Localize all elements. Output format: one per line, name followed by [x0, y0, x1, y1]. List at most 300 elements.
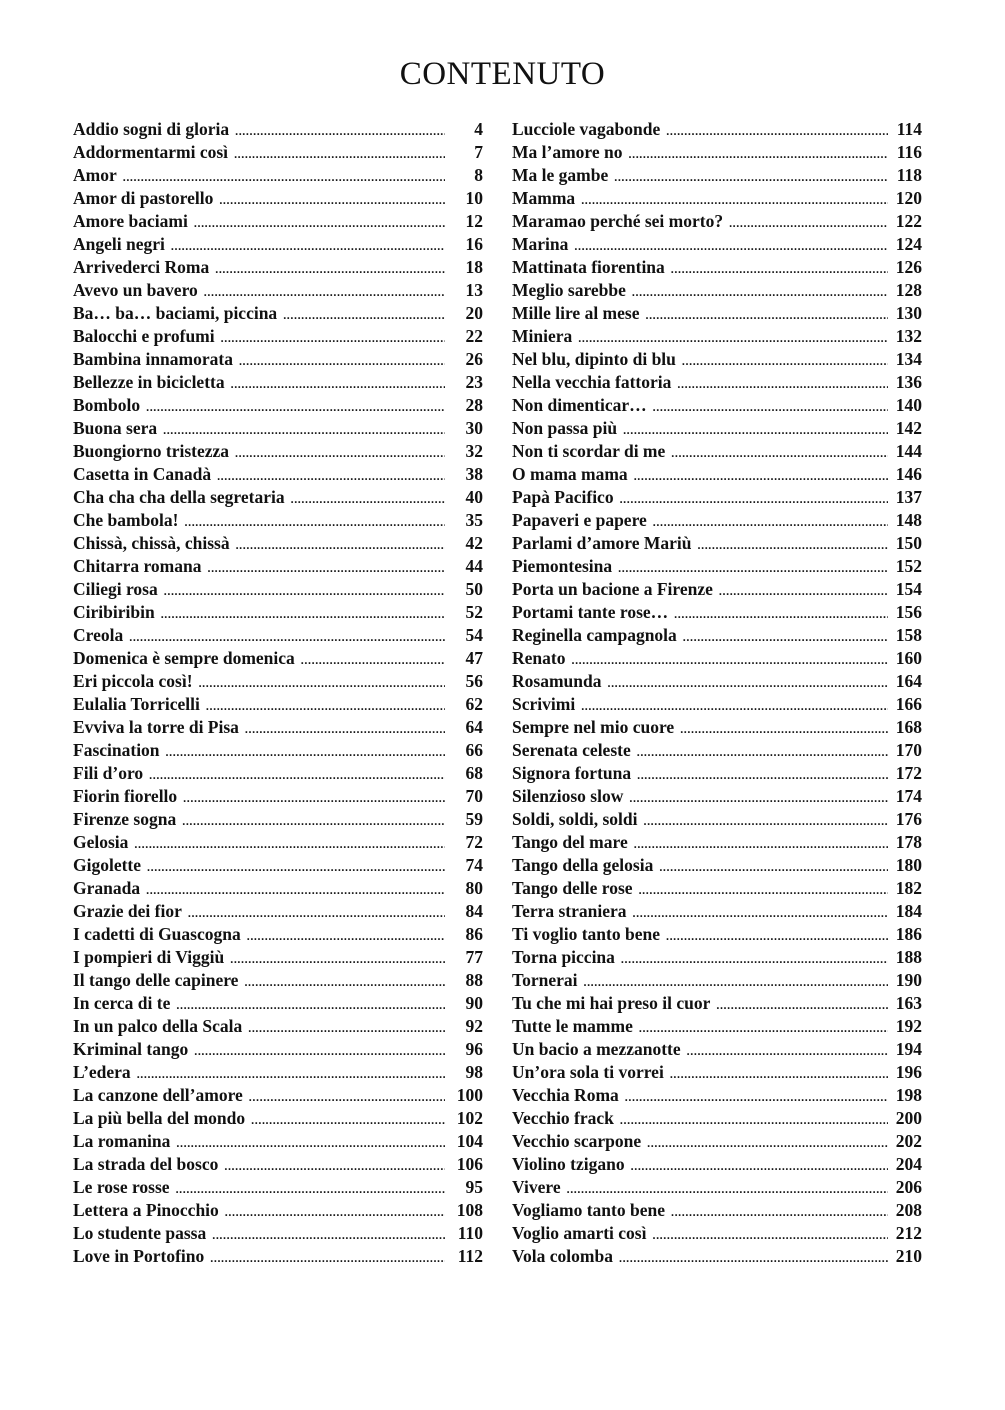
entry-page-number: 54 [465, 625, 483, 645]
toc-entry [512, 740, 922, 763]
entry-title: Mattinata fiorentina [512, 257, 665, 277]
toc-entry [73, 280, 483, 303]
toc-entry [73, 947, 483, 970]
toc-entry [512, 970, 922, 993]
entry-page-number: 72 [465, 832, 483, 852]
dot-leader [251, 1113, 445, 1128]
entry-title: I pompieri di Viggiù [73, 947, 225, 967]
dot-leader [234, 147, 445, 162]
entry-page-number: 128 [895, 280, 922, 300]
entry-title: Angeli negri [73, 234, 165, 254]
entry-title: In un palco della Scala [73, 1016, 243, 1036]
toc-entry [512, 648, 922, 671]
entry-page-number: 137 [895, 487, 922, 507]
entry-page-number: 154 [895, 579, 922, 599]
toc-entry [512, 1177, 922, 1200]
toc-entry [73, 303, 483, 326]
dot-leader [666, 929, 888, 944]
toc-entry [73, 418, 483, 441]
entry-title: La strada del bosco [73, 1154, 219, 1174]
toc-entry [73, 533, 483, 556]
page-title: CONTENUTO [399, 56, 606, 92]
entry-title: Reginella campagnola [512, 625, 677, 645]
dot-leader [248, 1021, 445, 1036]
toc-entry [73, 786, 483, 809]
entry-title: Vecchia Roma [512, 1085, 619, 1105]
toc-entry [512, 947, 922, 970]
toc-entry [73, 832, 483, 855]
toc-entry [73, 372, 483, 395]
toc-entry [512, 188, 922, 211]
entry-title: Buona sera [73, 418, 158, 438]
entry-page-number: 126 [895, 257, 922, 277]
entry-page-number: 152 [895, 556, 922, 576]
entry-title: Terra straniera [512, 901, 627, 921]
entry-page-number: 166 [895, 694, 922, 714]
dot-leader [176, 1182, 445, 1197]
entry-title: Non passa più [512, 418, 618, 438]
dot-leader [137, 1067, 445, 1082]
entry-title: Scrivimi [512, 694, 576, 714]
entry-title: Bombolo [73, 395, 141, 415]
entry-page-number: 108 [456, 1200, 483, 1220]
entry-page-number: 90 [465, 993, 483, 1013]
entry-page-number: 10 [465, 188, 483, 208]
toc-entry [73, 1131, 483, 1154]
toc-entry [73, 1177, 483, 1200]
toc-entry [73, 119, 483, 142]
entry-page-number: 168 [895, 717, 922, 737]
toc-entry [73, 1154, 483, 1177]
entry-page-number: 56 [465, 671, 483, 691]
entry-page-number: 106 [456, 1154, 483, 1174]
dot-leader [163, 423, 445, 438]
entry-title: Ti voglio tanto bene [512, 924, 660, 944]
toc-entry [73, 1016, 483, 1039]
entry-title: Nella vecchia fattoria [512, 372, 672, 392]
dot-leader [210, 1251, 445, 1266]
entry-title: Kriminal tango [73, 1039, 189, 1059]
toc-entry [73, 855, 483, 878]
entry-title: Portami tante rose… [512, 602, 669, 622]
dot-leader [623, 423, 888, 438]
toc-entry [512, 464, 922, 487]
toc-entry [512, 165, 922, 188]
entry-page-number: 88 [465, 970, 483, 990]
entry-title: Mille lire al mese [512, 303, 640, 323]
dot-leader [230, 952, 445, 967]
entry-page-number: 120 [895, 188, 922, 208]
entry-page-number: 30 [465, 418, 483, 438]
entry-page-number: 77 [465, 947, 483, 967]
entry-title: I cadetti di Guascogna [73, 924, 241, 944]
toc-entry [512, 832, 922, 855]
dot-leader [225, 1205, 445, 1220]
entry-title: Tango della gelosia [512, 855, 654, 875]
toc-entry [512, 142, 922, 165]
entry-page-number: 130 [895, 303, 922, 323]
entry-page-number: 44 [465, 556, 483, 576]
entry-title: Ciribiribin [73, 602, 155, 622]
dot-leader [666, 124, 888, 139]
entry-title: Il tango delle capinere [73, 970, 239, 990]
toc-entry [512, 717, 922, 740]
toc-entry [73, 924, 483, 947]
dot-leader [182, 814, 445, 829]
entry-page-number: 163 [895, 993, 922, 1013]
dot-leader [677, 377, 888, 392]
dot-leader [247, 929, 445, 944]
dot-leader [212, 1228, 445, 1243]
entry-page-number: 18 [465, 257, 483, 277]
toc-entry [512, 349, 922, 372]
entry-title: Voglio amarti così [512, 1223, 647, 1243]
entry-title: Chitarra romana [73, 556, 202, 576]
toc-entry [512, 694, 922, 717]
entry-title: Renato [512, 648, 566, 668]
toc-entry [512, 556, 922, 579]
dot-leader [716, 998, 888, 1013]
entry-title: Signora fortuna [512, 763, 632, 783]
toc-entry [73, 579, 483, 602]
toc-entry [73, 165, 483, 188]
dot-leader [194, 216, 445, 231]
entry-page-number: 92 [465, 1016, 483, 1036]
entry-title: Buongiorno tristezza [73, 441, 230, 461]
dot-leader [645, 308, 888, 323]
dot-leader [671, 446, 888, 461]
entry-title: Vivere [512, 1177, 561, 1197]
entry-title: La canzone dell’amore [73, 1085, 243, 1105]
entry-title: Tu che mi hai preso il cuor [512, 993, 711, 1013]
dot-leader [629, 147, 889, 162]
entry-page-number: 74 [465, 855, 483, 875]
toc-entry [73, 625, 483, 648]
entry-page-number: 66 [465, 740, 483, 760]
toc-entry [73, 648, 483, 671]
dot-leader [221, 331, 445, 346]
dot-leader [147, 860, 445, 875]
toc-entry [512, 234, 922, 257]
toc-entry [73, 970, 483, 993]
dot-leader [632, 285, 888, 300]
toc-entry [73, 1062, 483, 1085]
entry-page-number: 142 [895, 418, 922, 438]
entry-page-number: 64 [465, 717, 483, 737]
dot-leader [581, 699, 888, 714]
dot-leader [239, 354, 445, 369]
entry-page-number: 112 [457, 1246, 483, 1266]
entry-page-number: 50 [465, 579, 483, 599]
entry-title: Sempre nel mio cuore [512, 717, 675, 737]
entry-title: Le rose rosse [73, 1177, 170, 1197]
entry-title: Arrivederci Roma [73, 257, 210, 277]
entry-title: Tango delle rose [512, 878, 633, 898]
entry-title: Meglio sarebbe [512, 280, 626, 300]
dot-leader [199, 676, 445, 691]
entry-page-number: 32 [465, 441, 483, 461]
entry-title: Avevo un bavero [73, 280, 198, 300]
toc-entry [512, 993, 922, 1016]
entry-page-number: 184 [895, 901, 922, 921]
entry-page-number: 200 [895, 1108, 922, 1128]
toc-entry [512, 924, 922, 947]
entry-page-number: 174 [895, 786, 922, 806]
entry-page-number: 148 [895, 510, 922, 530]
entry-page-number: 35 [465, 510, 483, 530]
entry-page-number: 208 [895, 1200, 922, 1220]
entry-page-number: 118 [896, 165, 922, 185]
entry-title: Rosamunda [512, 671, 602, 691]
toc-entry [73, 740, 483, 763]
entry-title: Tango del mare [512, 832, 628, 852]
entry-title: Non ti scordar di me [512, 441, 666, 461]
dot-leader [682, 354, 888, 369]
dot-leader [217, 469, 445, 484]
toc-entry [73, 211, 483, 234]
toc-entry [512, 1062, 922, 1085]
entry-title: Un’ora sola ti vorrei [512, 1062, 664, 1082]
dot-leader [729, 216, 888, 231]
entry-title: Nel blu, dipinto di blu [512, 349, 676, 369]
entry-page-number: 98 [465, 1062, 483, 1082]
dot-leader [235, 124, 445, 139]
entry-page-number: 47 [465, 648, 483, 668]
entry-title: Creola [73, 625, 124, 645]
entry-title: Amor [73, 165, 117, 185]
entry-title: Papaveri e papere [512, 510, 647, 530]
entry-page-number: 196 [895, 1062, 922, 1082]
dot-leader [207, 561, 445, 576]
toc-entry [73, 763, 483, 786]
entry-page-number: 40 [465, 487, 483, 507]
entry-title: Gelosia [73, 832, 129, 852]
toc-right-column [512, 119, 922, 1269]
dot-leader [219, 193, 445, 208]
dot-leader [614, 170, 888, 185]
toc-entry [512, 395, 922, 418]
toc-entry [512, 257, 922, 280]
entry-title: Granada [73, 878, 141, 898]
entry-title: Vola colomba [512, 1246, 613, 1266]
dot-leader [567, 1182, 888, 1197]
toc-entry [512, 372, 922, 395]
entry-title: Maramao perché sei morto? [512, 211, 724, 231]
dot-leader [176, 998, 445, 1013]
dot-leader [171, 239, 445, 254]
entry-title: Bambina innamorata [73, 349, 233, 369]
dot-leader [653, 515, 888, 530]
entry-page-number: 13 [465, 280, 483, 300]
dot-leader [235, 446, 445, 461]
entry-page-number: 26 [465, 349, 483, 369]
dot-leader [249, 1090, 445, 1105]
entry-title: La romanina [73, 1131, 171, 1151]
toc-entry [512, 533, 922, 556]
entry-page-number: 102 [456, 1108, 483, 1128]
dot-leader [637, 768, 888, 783]
dot-leader [194, 1044, 445, 1059]
dot-leader [301, 653, 445, 668]
entry-title: Ciliegi rosa [73, 579, 158, 599]
entry-title: Serenata celeste [512, 740, 631, 760]
entry-page-number: 164 [895, 671, 922, 691]
entry-page-number: 4 [474, 119, 483, 139]
toc-entry [73, 487, 483, 510]
dot-leader [188, 906, 445, 921]
entry-page-number: 16 [465, 234, 483, 254]
dot-leader [643, 814, 888, 829]
entry-title: Chissà, chissà, chissà [73, 533, 230, 553]
entry-title: Domenica è sempre domenica [73, 648, 295, 668]
dot-leader [123, 170, 445, 185]
toc-entry [73, 1246, 483, 1269]
entry-page-number: 188 [895, 947, 922, 967]
entry-title: Porta un bacione a Firenze [512, 579, 713, 599]
entry-page-number: 172 [895, 763, 922, 783]
entry-page-number: 124 [895, 234, 922, 254]
entry-page-number: 202 [895, 1131, 922, 1151]
dot-leader [659, 860, 888, 875]
dot-leader [185, 515, 446, 530]
entry-title: Vecchio scarpone [512, 1131, 642, 1151]
dot-leader [146, 400, 445, 415]
entry-page-number: 190 [895, 970, 922, 990]
toc-entry [73, 349, 483, 372]
toc-entry [73, 257, 483, 280]
entry-page-number: 52 [465, 602, 483, 622]
toc-entry [512, 418, 922, 441]
entry-page-number: 194 [895, 1039, 922, 1059]
entry-title: Vogliamo tanto bene [512, 1200, 665, 1220]
toc-entry [73, 556, 483, 579]
entry-page-number: 204 [895, 1154, 922, 1174]
entry-title: Ma le gambe [512, 165, 609, 185]
toc-entry [512, 1016, 922, 1039]
entry-page-number: 38 [465, 464, 483, 484]
dot-leader [245, 722, 445, 737]
entry-title: Vecchio frack [512, 1108, 614, 1128]
entry-title: Che bambola! [73, 510, 179, 530]
dot-leader [670, 1067, 888, 1082]
dot-leader [224, 1159, 445, 1174]
entry-title: Piemontesina [512, 556, 613, 576]
entry-title: Firenze sogna [73, 809, 177, 829]
toc-entry [512, 671, 922, 694]
toc-entry [73, 1223, 483, 1246]
dot-leader [652, 1228, 888, 1243]
entry-page-number: 86 [465, 924, 483, 944]
toc-entry [512, 579, 922, 602]
toc-entry [512, 487, 922, 510]
entry-page-number: 192 [895, 1016, 922, 1036]
toc-entry [512, 878, 922, 901]
entry-page-number: 160 [895, 648, 922, 668]
entry-title: Fiorin fiorello [73, 786, 178, 806]
toc-entry [73, 717, 483, 740]
toc-entry [73, 1108, 483, 1131]
entry-page-number: 122 [895, 211, 922, 231]
entry-title: Amore baciami [73, 211, 188, 231]
entry-page-number: 178 [895, 832, 922, 852]
entry-page-number: 96 [465, 1039, 483, 1059]
toc-entry [512, 1223, 922, 1246]
dot-leader [283, 308, 445, 323]
dot-leader [620, 492, 888, 507]
dot-leader [633, 906, 888, 921]
dot-leader [680, 722, 888, 737]
entry-page-number: 150 [895, 533, 922, 553]
toc-entry [512, 119, 922, 142]
entry-title: Papà Pacifico [512, 487, 614, 507]
entry-page-number: 23 [465, 372, 483, 392]
toc-entry [512, 809, 922, 832]
dot-leader [621, 952, 888, 967]
toc-entry [73, 395, 483, 418]
toc-entry [73, 694, 483, 717]
entry-title: La più bella del mondo [73, 1108, 246, 1128]
dot-leader [183, 791, 445, 806]
toc-entry [512, 441, 922, 464]
entry-title: Eulalia Torricelli [73, 694, 200, 714]
toc-entry [512, 1200, 922, 1223]
dot-leader [683, 630, 888, 645]
entry-page-number: 146 [895, 464, 922, 484]
entry-page-number: 132 [895, 326, 922, 346]
entry-title: Lo studente passa [73, 1223, 207, 1243]
entry-page-number: 114 [896, 119, 922, 139]
entry-page-number: 100 [456, 1085, 483, 1105]
toc-entry [512, 1154, 922, 1177]
dot-leader [149, 768, 445, 783]
dot-leader [134, 837, 445, 852]
toc-entry [512, 625, 922, 648]
toc-entry [73, 809, 483, 832]
toc-entry [73, 510, 483, 533]
toc-entry [73, 188, 483, 211]
entry-title: Parlami d’amore Mariù [512, 533, 692, 553]
toc-entry [73, 1200, 483, 1223]
entry-title: Fili d’oro [73, 763, 144, 783]
entry-page-number: 144 [895, 441, 922, 461]
toc-entry [512, 1039, 922, 1062]
entry-page-number: 70 [465, 786, 483, 806]
toc-entry [512, 1085, 922, 1108]
dot-leader [166, 745, 445, 760]
dot-leader [698, 538, 889, 553]
toc-entry [512, 1108, 922, 1131]
entry-page-number: 210 [895, 1246, 922, 1266]
dot-leader [244, 975, 445, 990]
dot-leader [629, 791, 888, 806]
entry-title: Casetta in Canadà [73, 464, 212, 484]
entry-page-number: 22 [465, 326, 483, 346]
entry-title: Un bacio a mezzanotte [512, 1039, 681, 1059]
dot-leader [637, 745, 888, 760]
dot-leader [581, 193, 888, 208]
toc-entry [73, 602, 483, 625]
toc-entry [73, 993, 483, 1016]
dot-leader [164, 584, 445, 599]
toc-entry [512, 303, 922, 326]
entry-title: Silenzioso slow [512, 786, 624, 806]
entry-title: Gigolette [73, 855, 142, 875]
dot-leader [578, 331, 888, 346]
dot-leader [571, 653, 888, 668]
entry-page-number: 110 [457, 1223, 483, 1243]
toc-entry [512, 510, 922, 533]
dot-leader [625, 1090, 888, 1105]
